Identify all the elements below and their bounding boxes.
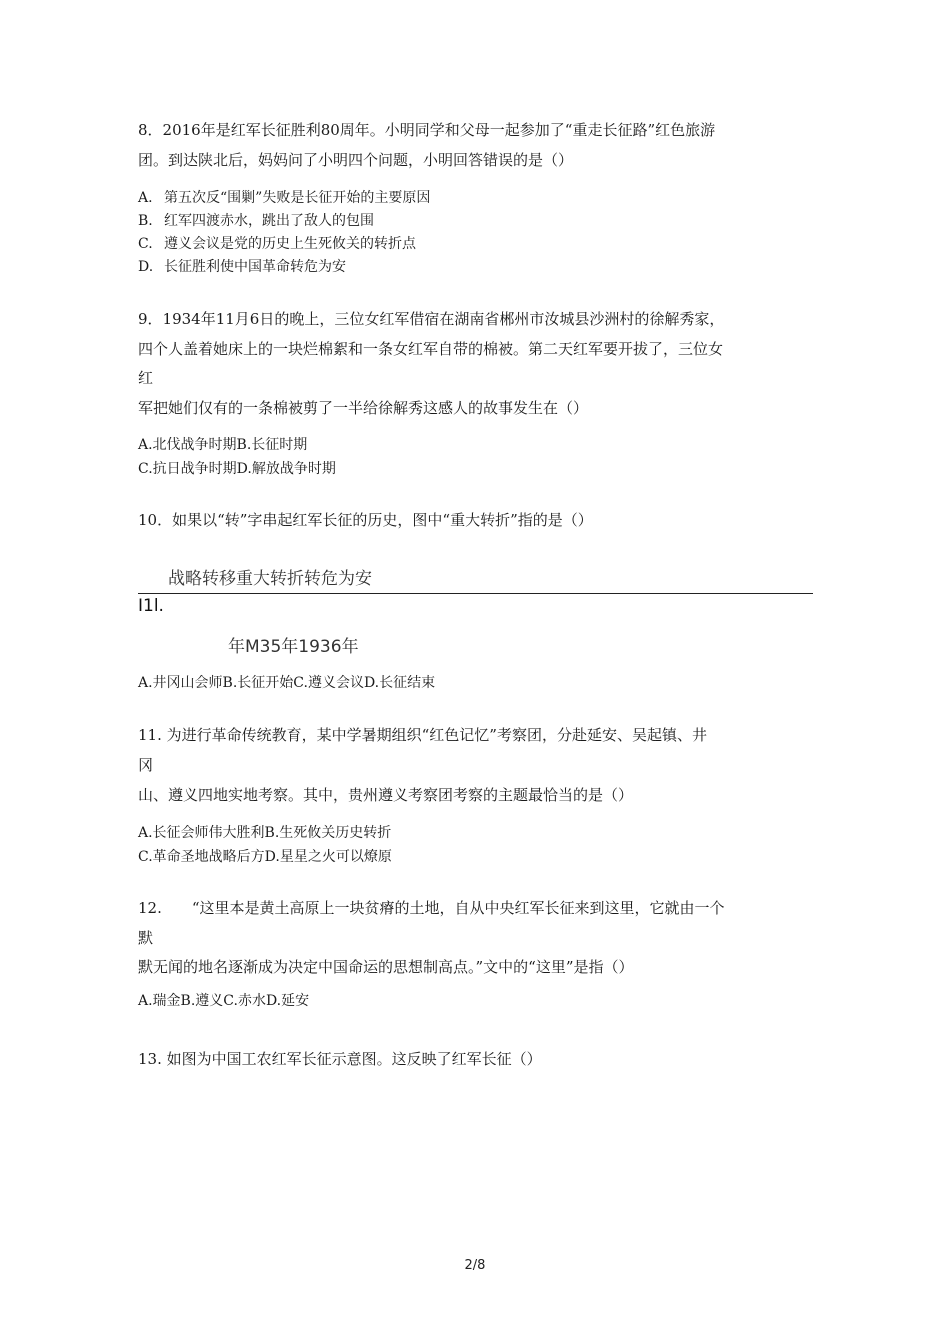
q10-figure-timeline-rule: [138, 593, 813, 594]
q9-stem-line1: 9．1934年11月6日的晚上，三位女红军借宿在湖南省郴州市汝城县沙洲村的徐解秀家，: [138, 310, 725, 328]
q12-stem-line3: 默无闻的地名逐渐成为决定中国命运的思想制高点。”文中的“这里”是指（）: [138, 958, 634, 976]
q10-figure-title: 战略转移重大转折转危为安: [168, 569, 372, 589]
option-label: A.: [138, 190, 153, 206]
q8-stem-line2: 团。到达陕北后，妈妈问了小明四个问题，小明回答错误的是（）: [138, 151, 574, 169]
q13-stem-line1: 13. 如图为中国工农红军长征示意图。这反映了红军长征（）: [138, 1050, 542, 1068]
q8-option-a: [138, 188, 430, 208]
q9-stem-line4: 军把她们仅有的一条棉被剪了一半给徐解秀这感人的故事发生在（）: [138, 399, 589, 417]
option-text: 遵义会议是党的历史上生死攸关的转折点: [164, 236, 416, 252]
q8-option-d: [138, 257, 346, 277]
page-number: 2/8: [464, 1258, 486, 1273]
q9-options-row2: C.抗日战争时期D.解放战争时期: [138, 461, 336, 477]
option-text: 第五次反“围剿”失败是长征开始的主要原因: [164, 190, 431, 206]
option-label: B.: [138, 213, 153, 229]
q10-figure-years: 年M35年1936年: [228, 637, 359, 657]
q10-figure-tick-marks: I1l.: [138, 596, 164, 616]
q9-stem-line2: 四个人盖着她床上的一块烂棉絮和一条女红军自带的棉被。第二天红军要开拔了，三位女: [138, 340, 724, 358]
q9-options-row1: A.北伐战争时期B.长征时期: [138, 437, 308, 453]
option-label: D.: [138, 259, 154, 275]
q11-stem-line2: 冈: [138, 756, 154, 774]
q9-stem-line3: 红: [138, 369, 154, 387]
q11-stem-line3: 山、遵义四地实地考察。其中，贵州遵义考察团考察的主题最恰当的是（）: [138, 786, 634, 804]
q10-stem-line1: 10．如果以“转”字串起红军长征的历史，图中“重大转折”指的是（）: [138, 511, 593, 529]
q12-stem-line1: 12. “这里本是黄土高原上一块贫瘠的土地，自从中央红军长征来到这里，它就由一个: [138, 899, 725, 917]
q8-option-b: [138, 211, 374, 231]
q11-options-row1: A.长征会师伟大胜利B.生死攸关历史转折: [138, 825, 392, 841]
option-text: 长征胜利使中国革命转危为安: [164, 259, 346, 275]
q11-options-row2: C.革命圣地战略后方D.星星之火可以燎原: [138, 849, 392, 865]
option-label: C.: [138, 236, 153, 252]
q11-stem-line1: 11. 为进行革命传统教育，某中学暑期组织“红色记忆”考察团，分赴延安、吴起镇、井: [138, 726, 707, 744]
option-text: 红军四渡赤水，跳出了敌人的包围: [164, 213, 374, 229]
q10-options: A.井冈山会师B.长征开始C.遵义会议D.长征结束: [138, 675, 436, 691]
q12-options: A.瑞金B.遵义C.赤水D.延安: [138, 993, 310, 1009]
q12-stem-line2: 默: [138, 929, 154, 947]
q8-stem-line1: 8．2016年是红军长征胜利80周年。小明同学和父母一起参加了“重走长征路”红色旅游: [138, 121, 716, 139]
q8-option-c: [138, 234, 416, 254]
